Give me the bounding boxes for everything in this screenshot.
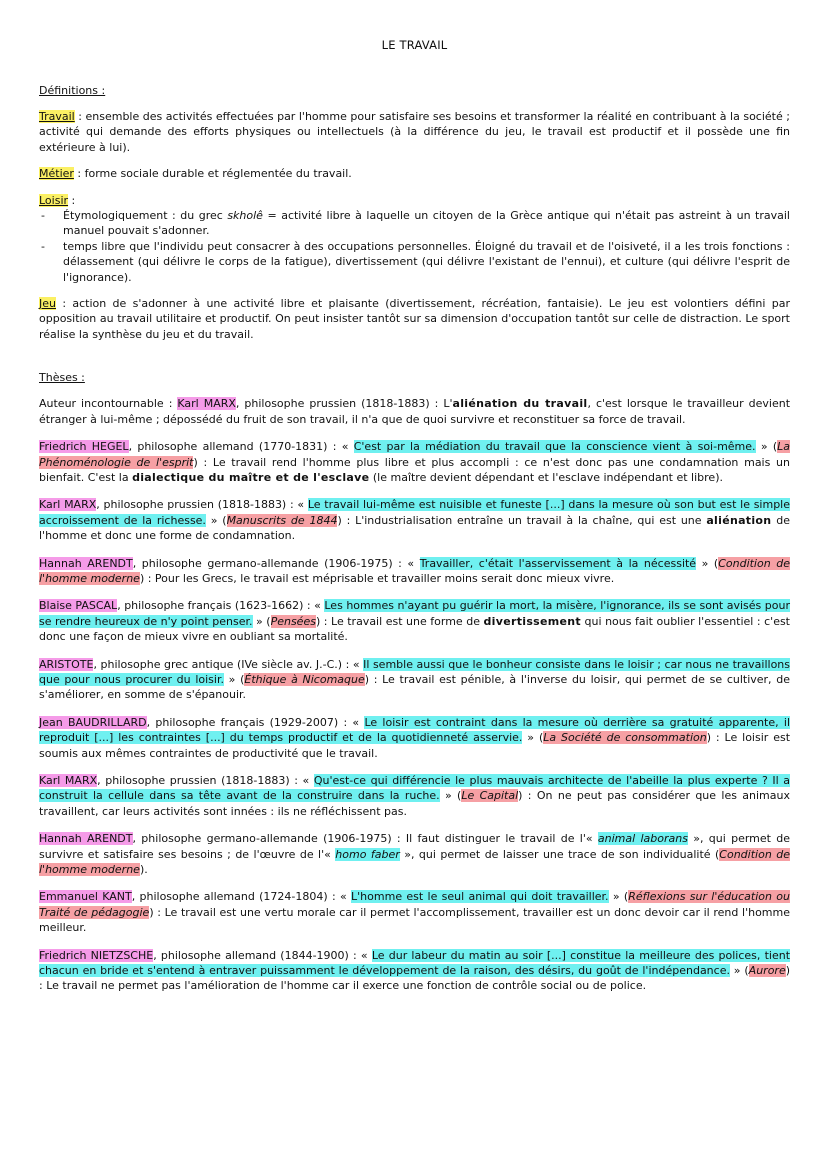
list-item: - temps libre que l'individu peut consacrer à des occupations personnelles. Éloigné du travail et de l'oisiveté, il a les trois fonctions : délassement (qui délivre le corps de la fatigue), divertissement (qui délivre l'existant de l'ennui), et culture (qui délivre l'esprit de l'ignorance). <box>39 239 790 285</box>
definition-travail <box>39 109 790 155</box>
thesis-nietzsche <box>39 948 790 994</box>
quote-close: » ( <box>696 556 719 570</box>
work-title: Pensées <box>270 614 316 628</box>
definition-metier-text: : forme sociale durable et réglementée du travail. <box>73 167 352 181</box>
quote: Qu'est-ce qui différencie le plus mauvais architecte de l'abeille la plus experte ? Il a construit la cellule dans sa tête avant de la construire dans la ruche. <box>39 774 791 803</box>
work-title: Condition de l'homme moderne <box>39 556 790 585</box>
author-info: , philosophe allemand (1724-1804) : « <box>131 890 352 904</box>
work-title: Manuscrits de 1844 <box>226 513 338 527</box>
work-title: Éthique à Nicomaque <box>244 672 365 686</box>
thesis-text: ) : L'industrialisation entraîne un travail à la chaîne, qui est une <box>337 513 707 527</box>
definitions-heading: Définitions : <box>39 84 106 97</box>
definition-metier <box>39 166 790 181</box>
quote: Le dur labeur du matin au soir [...] constitue la meilleure des polices, tient chacun en bride et s'entend à entraver puissamment le développement de la raison, des désirs, du goût de l'indépendance. <box>39 948 791 978</box>
author-name: Emmanuel KANT <box>39 890 132 904</box>
thesis-marx-3 <box>39 773 790 819</box>
term-loisir: Loisir <box>39 193 69 207</box>
thesis-text: ) : Le travail rend l'homme plus libre et plus accompli : ce n'est donc pas une condamnation mais un bienfait. C'est la <box>39 455 790 484</box>
author-info: , philosophe prussien (1818-1883) : « <box>97 774 314 787</box>
author-info: , philosophe français (1929-2007) : « <box>146 715 365 729</box>
author-name: Friedrich NIETZSCHE <box>39 948 154 962</box>
loisir-item1-post: = activité libre à laquelle un citoyen de la Grèce antique qui n'était pas astreint à un travail manuel pouvait s'adonner. <box>63 209 790 238</box>
author-info: , philosophe allemand (1770-1831) : « <box>128 440 354 454</box>
thesis-text-end: ). <box>139 863 148 877</box>
author-name: Friedrich HEGEL <box>39 440 129 454</box>
author-name: Hannah ARENDT <box>39 556 133 570</box>
loisir-greek-word: skholê <box>227 209 263 223</box>
definition-jeu <box>39 296 790 342</box>
quote-close: » ( <box>608 890 629 904</box>
quote-close: » ( <box>205 513 227 527</box>
loisir-list <box>39 208 790 285</box>
thesis-text: ) : Pour les Grecs, le travail est méprisable et travailler moins serait donc mieux vivre. <box>139 571 615 585</box>
thesis-text: ) : Le travail est une forme de <box>315 614 484 628</box>
key-concept: aliénation du travail <box>452 397 588 411</box>
work-title: Le Capital <box>461 789 519 803</box>
concept-term: homo faber <box>335 847 400 861</box>
quote-close: » ( <box>252 614 271 628</box>
concept-term: animal laborans <box>597 832 688 846</box>
thesis-text: », qui permet de survivre et satisfaire ses besoins ; de l'œuvre de l'« <box>39 832 791 861</box>
key-concept: dialectique du maître et de l'esclave <box>132 470 370 484</box>
work-title: La Phénoménologie de l'esprit <box>39 440 791 469</box>
thesis-pascal <box>39 598 790 644</box>
thesis-kant <box>39 889 790 935</box>
author-name: Karl MARX <box>177 397 236 411</box>
author-name: ARISTOTE <box>39 657 94 671</box>
quote: Les hommes n'ayant pu guérir la mort, la misère, l'ignorance, ils se sont avisés pour se rendre heureux de n'y point penser. <box>39 599 790 628</box>
author-name: Karl MARX <box>39 774 98 787</box>
list-item <box>39 208 790 239</box>
thesis-aristote <box>39 657 790 703</box>
theses-heading: Thèses : <box>39 371 85 385</box>
key-concept: divertissement <box>483 614 581 628</box>
thesis-text: ) : Le travail est une vertu morale car il permet l'accomplissement, travailler est un donc devoir car il rend l'homme meilleur. <box>39 905 791 935</box>
author-info: , philosophe français (1623-1662) : « <box>117 599 325 613</box>
loisir-item1-pre: Étymologiquement : du grec <box>63 209 228 223</box>
author-info: , philosophe allemand (1844-1900) : « <box>153 948 372 962</box>
definition-travail-text: : ensemble des activités effectuées par l'homme pour satisfaire ses besoins et transformer la réalité en contribuant à la société ; activité qui demande des efforts physiques ou intellectuels (à la différence du jeu, le travail est productif et il possède une fin extérieure à lui). <box>39 110 790 154</box>
work-title: La Société de consommation <box>543 731 707 745</box>
quote: Travailler, c'était l'asservissement à la nécessité <box>419 556 697 570</box>
quote: C'est par la médiation du travail que la conscience vient à soi-même. <box>353 440 756 454</box>
quote: Le loisir est contraint dans la mesure où derrière sa gratuité apparente, il reproduit [...] les contraintes [...] du temps productif et de la quotidienneté asservie. <box>39 715 791 745</box>
thesis-text-end: qui nous fait oublier l'essentiel : c'est donc une façon de mieux vivre en oubliant sa mortalité. <box>39 614 790 644</box>
thesis-pre: Auteur incontournable : <box>39 397 178 411</box>
definition-jeu-text: : action de s'adonner à une activité libre et plaisante (divertissement, récréation, fantaisie). Le jeu est volontiers défini par opposition au travail utilitaire et productif. On peut insister tantôt sur sa dimension d'occupation tantôt sur celle de distraction. Le sport réalise la synthèse du jeu et du travail. <box>39 297 790 341</box>
author-info: , philosophe grec antique (IVe siècle av. J.-C.) : « <box>93 657 364 671</box>
definition-loisir <box>39 193 790 208</box>
quote: Le travail lui-même est nuisible et funeste [...] dans la mesure où son but est le simple accroissement de la richesse. <box>39 498 791 527</box>
term-metier: Métier <box>39 167 74 181</box>
quote-close: » ( <box>439 789 462 803</box>
definition-loisir-text: : <box>68 193 76 207</box>
thesis-text: ) : Le loisir est soumis aux mêmes contraintes de productivité que le travail. <box>39 731 791 760</box>
work-title: Aurore <box>748 964 786 978</box>
page-title: LE TRAVAIL <box>381 38 448 52</box>
work-title: Condition de l'homme moderne <box>39 847 790 877</box>
work-title: Réflexions sur l'éducation ou Traité de pédagogie <box>39 890 790 919</box>
thesis-text: ) : Le travail ne permet pas l'amélioration de l'homme car il exerce une fonction de contrôle social ou de police. <box>39 964 791 993</box>
key-concept: aliénation <box>706 513 772 527</box>
author-name: Karl MARX <box>39 498 97 512</box>
author-name: Hannah ARENDT <box>39 832 133 846</box>
thesis-text: ) : On ne peut pas considérer que les animaux travaillent, car leurs activités sont innées : ils ne réfléchissent pas. <box>39 789 790 818</box>
thesis-text: ) : Le travail est pénible, à l'inverse du loisir, qui permet de se cultiver, de s'améliorer, en somme de s'épanouir. <box>39 672 790 702</box>
author-name: Jean BAUDRILLARD <box>39 715 147 729</box>
thesis-marx-2 <box>39 497 790 543</box>
thesis-text: , c'est lorsque le travailleur devient étranger à lui-même ; dépossédé du fruit de son travail, il n'a que de quoi survivre et reconstituer sa force de travail. <box>39 397 791 426</box>
thesis-hegel <box>39 439 790 485</box>
term-jeu: Jeu <box>39 297 56 311</box>
quote-close: » ( <box>522 731 544 745</box>
quote-close: » ( <box>223 672 245 686</box>
thesis-text-end: de l'homme et donc une forme de condamnation. <box>39 513 790 543</box>
author-name: Blaise PASCAL <box>39 599 118 613</box>
thesis-arendt-1 <box>39 556 790 587</box>
thesis-arendt-2 <box>39 831 790 877</box>
author-info: , philosophe germano-allemande (1906-1975) : Il faut distinguer le travail de l'« <box>132 832 598 846</box>
term-travail: Travail <box>39 110 75 123</box>
author-info: , philosophe germano-allemande (1906-1975) : « <box>132 556 420 570</box>
author-info: , philosophe prussien (1818-1883) : « <box>96 498 308 512</box>
quote: Il semble aussi que le bonheur consiste dans le loisir ; car nous ne travaillons que pour nous procurer du loisir. <box>39 657 790 686</box>
author-info: , philosophe prussien (1818-1883) : L' <box>235 397 453 411</box>
thesis-marx-1 <box>39 396 790 427</box>
thesis-baudrillard <box>39 715 790 761</box>
quote: L'homme est le seul animal qui doit travailler. <box>351 890 609 904</box>
quote-close: » ( <box>755 440 778 454</box>
quote-close: » ( <box>729 964 749 978</box>
thesis-text: », qui permet de laisser une trace de son individualité ( <box>399 847 720 861</box>
thesis-text-end: (le maître devient dépendant et l'esclave indépendant et libre). <box>369 470 723 484</box>
